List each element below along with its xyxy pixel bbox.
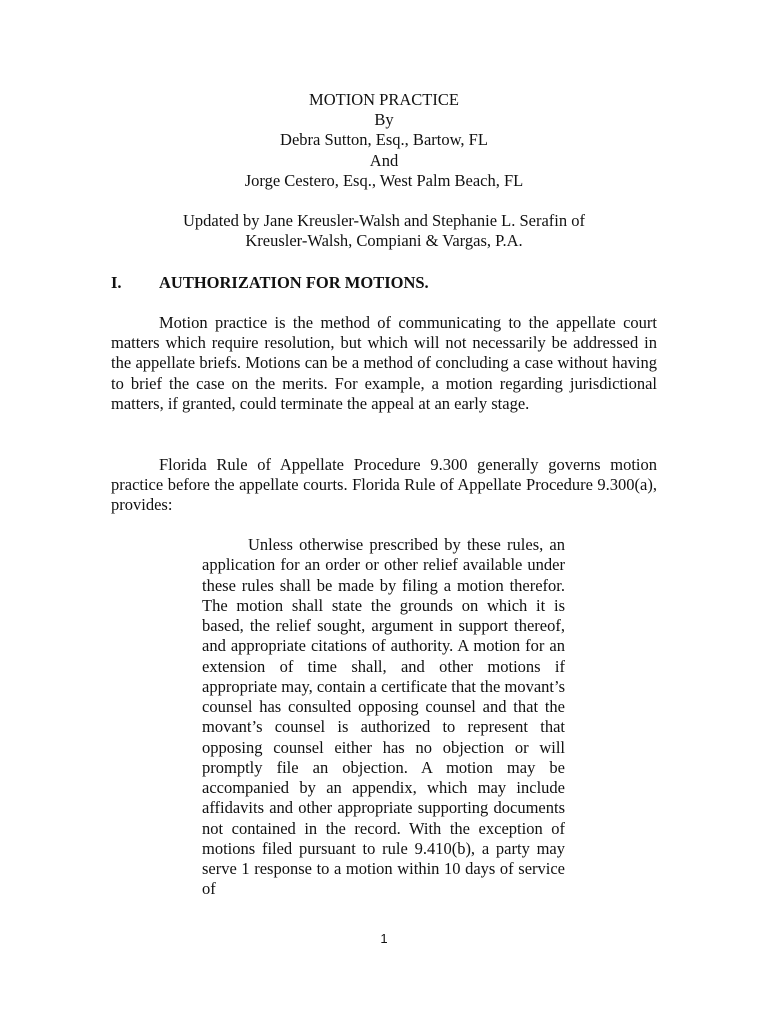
section-number: I. (111, 273, 122, 292)
document-title: MOTION PRACTICE (309, 90, 459, 109)
page-number: 1 (380, 931, 388, 946)
title-block (0, 90, 768, 191)
rule-block-quote: Unless otherwise prescribed by these rules, an application for an order or other relief available under these rules shall be made by filing a motion therefor. The motion shall state the grounds on which it is based, the relief sought, argument in support thereof, and appropriate citations of authority. A motion for an extension of time shall, and other motions if appropriate may, contain a certificate that the movant’s counsel has consulted opposing counsel and that the movant’s counsel is authorized to represent that opposing counsel either has no objection or will promptly file an objection. A motion may be accompanied by an appendix, which may include affidavits and other appropriate supporting documents not contained in the record. With the exception of motions filed pursuant to rule 9.410(b), a party may serve 1 response to a motion within 10 days of service of (202, 535, 565, 899)
body-paragraph-1: Motion practice is the method of communicating to the appellate court matters which require resolution, but which will not necessarily be addressed in the appellate briefs. Motions can be a method of concluding a case without having to brief the case on the merits. For example, a motion regarding jurisdictional matters, if granted, could terminate the appeal at an early stage. (111, 313, 657, 413)
author-2: Jorge Cestero, Esq., West Palm Beach, FL (244, 170, 524, 190)
author-1: Debra Sutton, Esq., Bartow, FL (280, 130, 488, 150)
by-line: By (374, 110, 394, 130)
updated-by-block (0, 211, 768, 251)
section-title: AUTHORIZATION FOR MOTIONS. (159, 273, 429, 292)
and-line: And (369, 150, 399, 170)
updated-by-line-1: Updated by Jane Kreusler-Walsh and Stephanie L. Serafin of (182, 211, 585, 230)
body-paragraph-2: Florida Rule of Appellate Procedure 9.300 generally governs motion practice before the appellate courts. Florida Rule of Appellate Procedure 9.300(a), provides: (111, 455, 657, 515)
updated-by-line-2: Kreusler-Walsh, Compiani & Vargas, P.A. (245, 231, 523, 251)
